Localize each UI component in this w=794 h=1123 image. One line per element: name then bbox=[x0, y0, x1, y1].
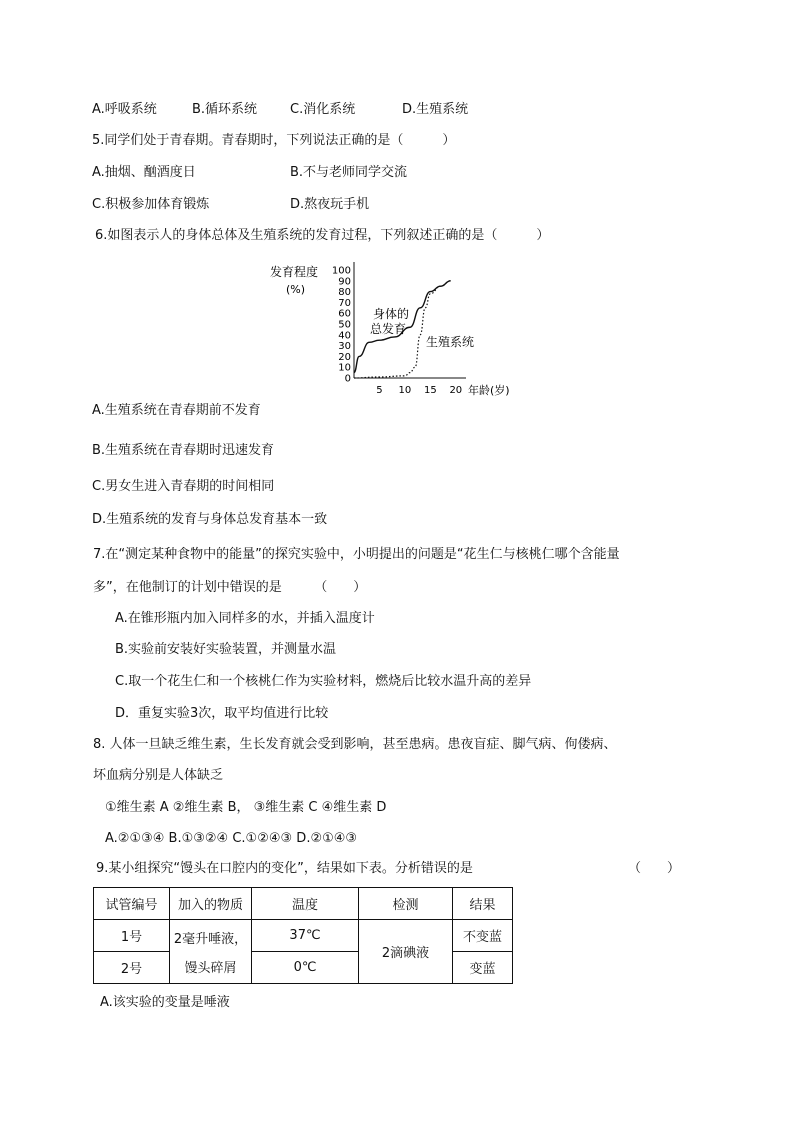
header-substance: 加入的物质 bbox=[170, 888, 252, 920]
y-axis-label: 发育程度 bbox=[270, 265, 319, 279]
y-tick-label: 30 bbox=[338, 341, 351, 353]
x-tick-label: 20 bbox=[449, 385, 463, 396]
result-2: 变蓝 bbox=[453, 952, 513, 984]
series-label-reproductive: 生殖系统 bbox=[426, 335, 475, 349]
series-label-total-2: 总发育 bbox=[370, 322, 407, 336]
x-tick-label: 10 bbox=[398, 385, 412, 396]
q6-option-b: B.生殖系统在青春期时迅速发育 bbox=[92, 443, 275, 458]
q8-items: ①维生素 A ②维生素 B， ③维生素 C ④维生素 D bbox=[105, 800, 387, 815]
q7-option-b: B.实验前安装好实验装置，并测量水温 bbox=[115, 642, 337, 657]
x-tick-label: 15 bbox=[423, 385, 437, 396]
q7-option-c: C.取一个花生仁和一个核桃仁作为实验材料，燃烧后比较水温升高的差异 bbox=[115, 674, 532, 689]
q9-stem: 9.某小组探究“馒头在口腔内的变化”，结果如下表。分析错误的是 bbox=[96, 861, 473, 876]
substance-cell bbox=[170, 920, 252, 984]
q4-option-d: D.生殖系统 bbox=[402, 102, 469, 117]
q5-option-b: B.不与老师同学交流 bbox=[290, 165, 408, 180]
y-tick-label: 60 bbox=[338, 308, 351, 320]
q6-option-a: A.生殖系统在青春期前不发育 bbox=[92, 403, 261, 418]
test-cell: 2滴碘液 bbox=[359, 920, 453, 984]
tube-2: 2号 bbox=[94, 952, 170, 984]
q9-answer-paren: （ ） bbox=[628, 861, 681, 876]
q8-stem-line2: 坏血病分别是人体缺乏 bbox=[93, 768, 224, 783]
y-tick-label: 10 bbox=[338, 362, 351, 374]
substance-line2: 馒头碎屑 bbox=[184, 960, 237, 976]
q4-option-b: B.循环系统 bbox=[192, 102, 258, 117]
header-tube: 试管编号 bbox=[94, 888, 170, 920]
y-tick-label: 40 bbox=[338, 330, 351, 342]
q7-option-d: D．重复实验3次，取平均值进行比较 bbox=[115, 706, 329, 721]
q7-option-a: A.在锥形瓶内加入同样多的水，并插入温度计 bbox=[115, 611, 375, 626]
tube-1: 1号 bbox=[94, 920, 170, 952]
y-tick-label: 20 bbox=[338, 351, 351, 363]
y-tick-label: 100 bbox=[331, 265, 351, 277]
y-tick-label: 50 bbox=[338, 319, 351, 331]
result-1: 不变蓝 bbox=[453, 920, 513, 952]
substance-line1: 2毫升唾液， bbox=[173, 931, 248, 947]
q5-option-c: C.积极参加体育锻炼 bbox=[92, 197, 210, 212]
q6-option-d: D.生殖系统的发育与身体总发育基本一致 bbox=[92, 512, 328, 527]
q4-option-a: A.呼吸系统 bbox=[92, 102, 157, 117]
q8-options: A.②①③④ B.①③②④ C.①②④③ D.②①④③ bbox=[105, 831, 358, 846]
q5-option-a: A.抽烟、酗酒度日 bbox=[92, 165, 196, 180]
header-temperature: 温度 bbox=[252, 888, 359, 920]
q6-option-c: C.男女生进入青春期的时间相同 bbox=[92, 479, 275, 494]
x-tick-label: 5 bbox=[376, 385, 383, 396]
q9-table bbox=[93, 887, 513, 984]
q7-stem-line2: 多”，在他制订的计划中错误的是 （ ） bbox=[93, 580, 367, 595]
header-test: 检测 bbox=[359, 888, 453, 920]
temp-2: 0℃ bbox=[252, 952, 359, 984]
y-tick-label: 80 bbox=[338, 287, 351, 299]
q5-stem: 5.同学们处于青春期。青春期时，下列说法正确的是（ ） bbox=[92, 133, 456, 148]
q4-option-c: C.消化系统 bbox=[290, 102, 356, 117]
x-axis-label: 年龄(岁) bbox=[468, 384, 510, 397]
y-axis-unit: (%) bbox=[286, 283, 306, 296]
q6-stem: 6.如图表示人的身体总体及生殖系统的发育过程，下列叙述正确的是（ ） bbox=[95, 228, 550, 243]
development-chart bbox=[268, 256, 518, 398]
temp-1: 37℃ bbox=[252, 920, 359, 952]
y-tick-label: 0 bbox=[344, 373, 351, 385]
q7-stem-line1: 7.在“测定某种食物中的能量”的探究实验中，小明提出的问题是“花生仁与核桃仁哪个含能量 bbox=[93, 547, 620, 562]
q8-stem-line1: 8. 人体一旦缺乏维生素，生长发育就会受到影响，甚至患病。患夜盲症、脚气病、佝偻病、 bbox=[93, 737, 617, 752]
y-tick-label: 70 bbox=[338, 297, 351, 309]
header-result: 结果 bbox=[453, 888, 513, 920]
series-label-total-1: 身体的 bbox=[373, 307, 410, 321]
y-tick-label: 90 bbox=[338, 276, 351, 288]
q9-option-a: A.该实验的变量是唾液 bbox=[100, 995, 230, 1010]
q5-option-d: D.熬夜玩手机 bbox=[290, 197, 370, 212]
